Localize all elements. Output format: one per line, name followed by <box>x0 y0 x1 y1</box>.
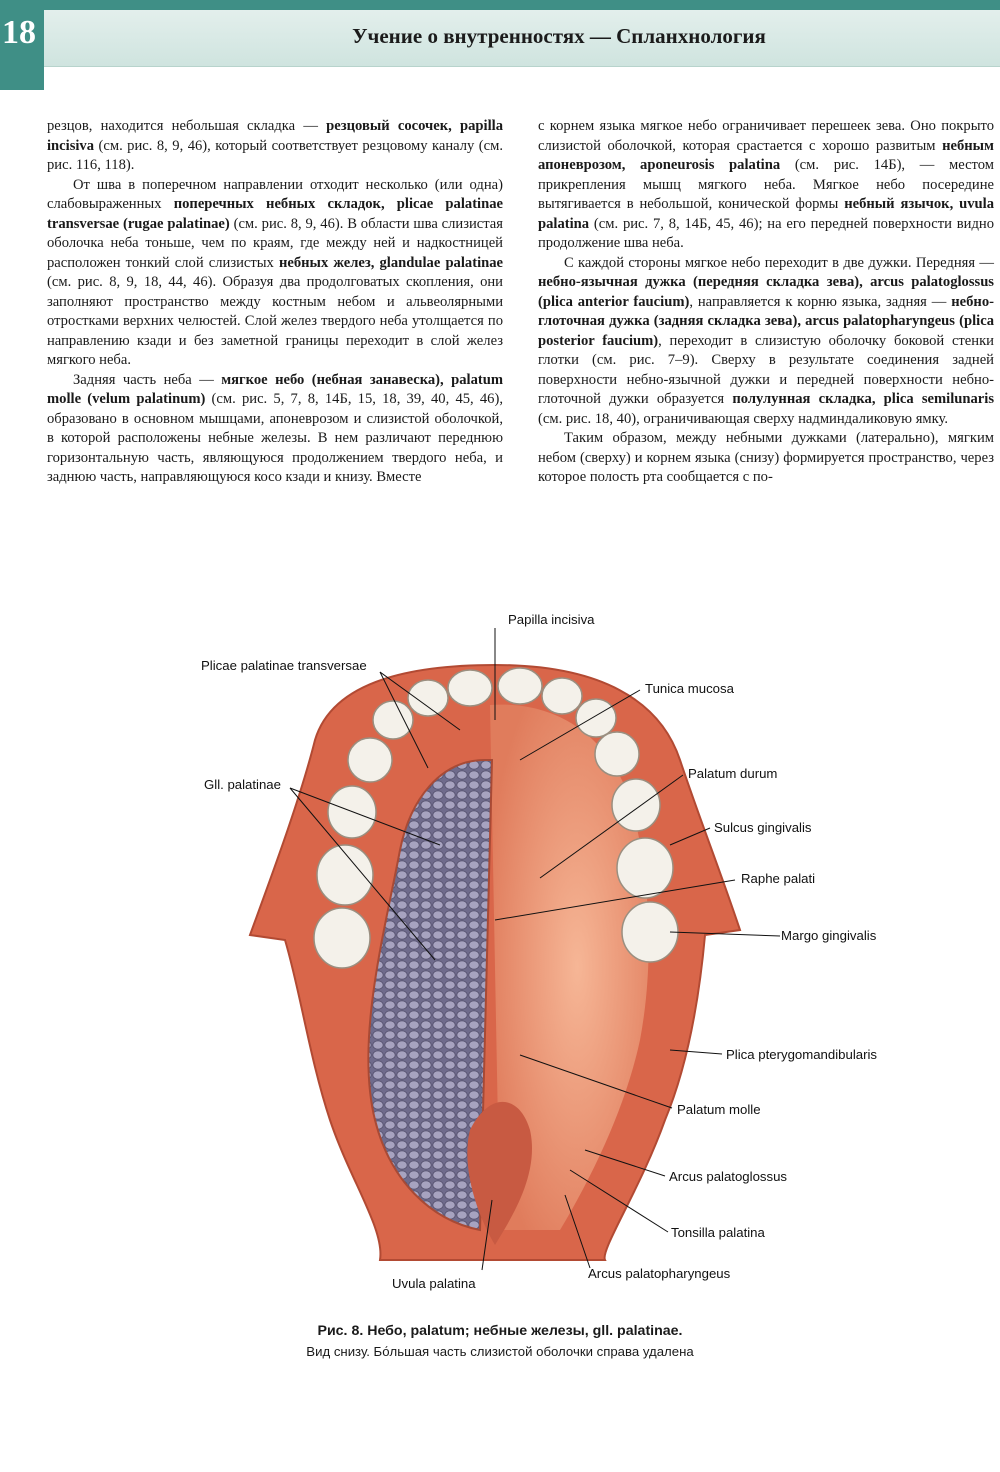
paragraph <box>538 117 994 254</box>
bold-term: небный язычок, uvula palatina <box>538 196 995 232</box>
label-arcus-palatopharyngeus: Arcus palatopharyngeus <box>588 1266 731 1281</box>
page-number: 18 <box>0 0 44 90</box>
bold-term: полулунная складка, plica semilunaris <box>732 391 995 407</box>
running-header <box>44 10 1000 67</box>
top-accent-bar <box>0 0 1000 10</box>
paragraph <box>47 117 503 176</box>
paragraph <box>47 176 503 371</box>
text-run: С каждой стороны мягкое небо переходит в две дужки. Передняя — <box>564 254 994 271</box>
paragraph <box>538 254 994 430</box>
bold-term: резцовый сосочек, papilla incisiva <box>47 118 503 154</box>
label-arcus-palatoglossus: Arcus palatoglossus <box>669 1169 788 1184</box>
label-palatum-durum: Palatum durum <box>688 766 778 781</box>
text-run: , направляется к корню языка, задняя — <box>689 293 952 310</box>
text-run: (см. рис. 14Б), — местом прикрепления мышц мягкого неба. Мягкое небо посередине вытягивается в небольшой, конической формы <box>538 157 994 212</box>
text-run: (см. рис. 8, 9, 18, 44, 46). Образуя два продолговатых скопления, они заполняют пространство между костным небом и альвеолярными отростками верхних челюстей. Слой желез твердого неба утолщается по направлению кзади и без заметной границы переходит в слой желез мягкого неба. <box>47 274 503 368</box>
text-run: (см. рис. 7, 8, 14Б, 45, 46); на его передней поверхности видно продолжение шва неба. <box>538 215 994 251</box>
text-run: От шва в поперечном направлении отходит несколько (или одна) слабовыраженных <box>47 176 503 212</box>
header-title: Учение о внутренностях — Спланхнология <box>352 24 766 48</box>
label-gll-palatinae: Gll. palatinae <box>204 777 281 792</box>
caption-title: Рис. 8. Небо, palatum; небные железы, gll. palatinae. <box>317 1323 683 1339</box>
text-run: (см. рис. 8, 9, 46). В области шва слизистая оболочка неба тоньше, чем по краям, где между ней и надкостницей расположен тонкий слой слизистых <box>47 215 503 271</box>
label-palatum-molle: Palatum molle <box>677 1102 761 1117</box>
label-plicae-palatinae-transversae: Plicae palatinae transversae <box>201 658 367 673</box>
label-sulcus-gingivalis: Sulcus gingivalis <box>714 820 812 835</box>
left-text-column <box>47 117 503 488</box>
right-text-column <box>538 117 994 488</box>
bold-term: небно-глоточная дужка (задняя складка зева), arcus palatopharyngeus (plica posterior faucium) <box>538 293 994 349</box>
text-run: Задняя часть неба — <box>73 371 222 388</box>
label-tunica-mucosa: Tunica mucosa <box>645 681 734 696</box>
bold-term: небно-язычная дужка (передняя складка зева), arcus palatoglossus (plica anterior faucium) <box>538 274 994 310</box>
palate-illustration <box>0 590 1000 1320</box>
bold-term: мягкое небо (небная занавеска), palatum molle (velum palatinum) <box>47 371 503 407</box>
text-run: Таким образом, между небными дужками (латерально), мягким небом (сверху) и корнем языка (снизу) формируется пространство, через которое полость рта сообщается с по- <box>538 430 994 485</box>
paragraph <box>538 429 994 488</box>
label-tonsilla-palatina: Tonsilla palatina <box>671 1225 765 1240</box>
label-raphe-palati: Raphe palati <box>741 871 816 886</box>
figure-caption <box>0 1323 1000 1359</box>
label-papilla-incisiva: Papilla incisiva <box>508 612 595 627</box>
text-run: , переходит в слизистую оболочку боковой стенки глотки (см. рис. 7–9). Сверху в результате соединения задней поверхности небно-язычной дужки и передней поверхности небно-глоточной дужки образуется <box>538 332 994 407</box>
bold-term: небных желез, glandulae palatinae <box>278 254 504 271</box>
text-run: с корнем языка мягкое небо ограничивает перешеек зева. Оно покрыто слизистой оболочкой, которая срастается с хорошо развитым <box>538 118 994 154</box>
label-plica-pterygomandibularis: Plica pterygomandibularis <box>726 1047 877 1062</box>
text-run: (см. рис. 8, 9, 46), который соответствует резцовому каналу (см. рис. 116, 118). <box>47 137 503 173</box>
text-run: (см. рис. 18, 40), ограничивающая сверху надминдаликовую ямку. <box>538 410 949 427</box>
caption-subtitle: Вид снизу. Бо́льшая часть слизистой оболочки справа удалена <box>306 1344 694 1359</box>
bold-term: небным апоневрозом, aponeurosis palatina <box>538 137 994 173</box>
bold-term: поперечных небных складок, plicae palatinae transversae (rugae palatinae) <box>47 196 503 232</box>
paragraph <box>47 371 503 488</box>
label-uvula-palatina: Uvula palatina <box>392 1276 476 1291</box>
text-run: резцов, находится небольшая складка — <box>47 118 327 134</box>
label-margo-gingivalis: Margo gingivalis <box>781 928 877 943</box>
text-run: (см. рис. 5, 7, 8, 14Б, 15, 18, 39, 40, 45, 46), образовано в основном мышцами, апоневрозом и слизистой оболочкой, в которой расположены небные железы. В нем различают переднюю горизонтальную часть, являющуюся продолжением твердого неба, и заднюю часть, направляющуюся косо кзади и книзу. Вместе <box>47 391 503 485</box>
